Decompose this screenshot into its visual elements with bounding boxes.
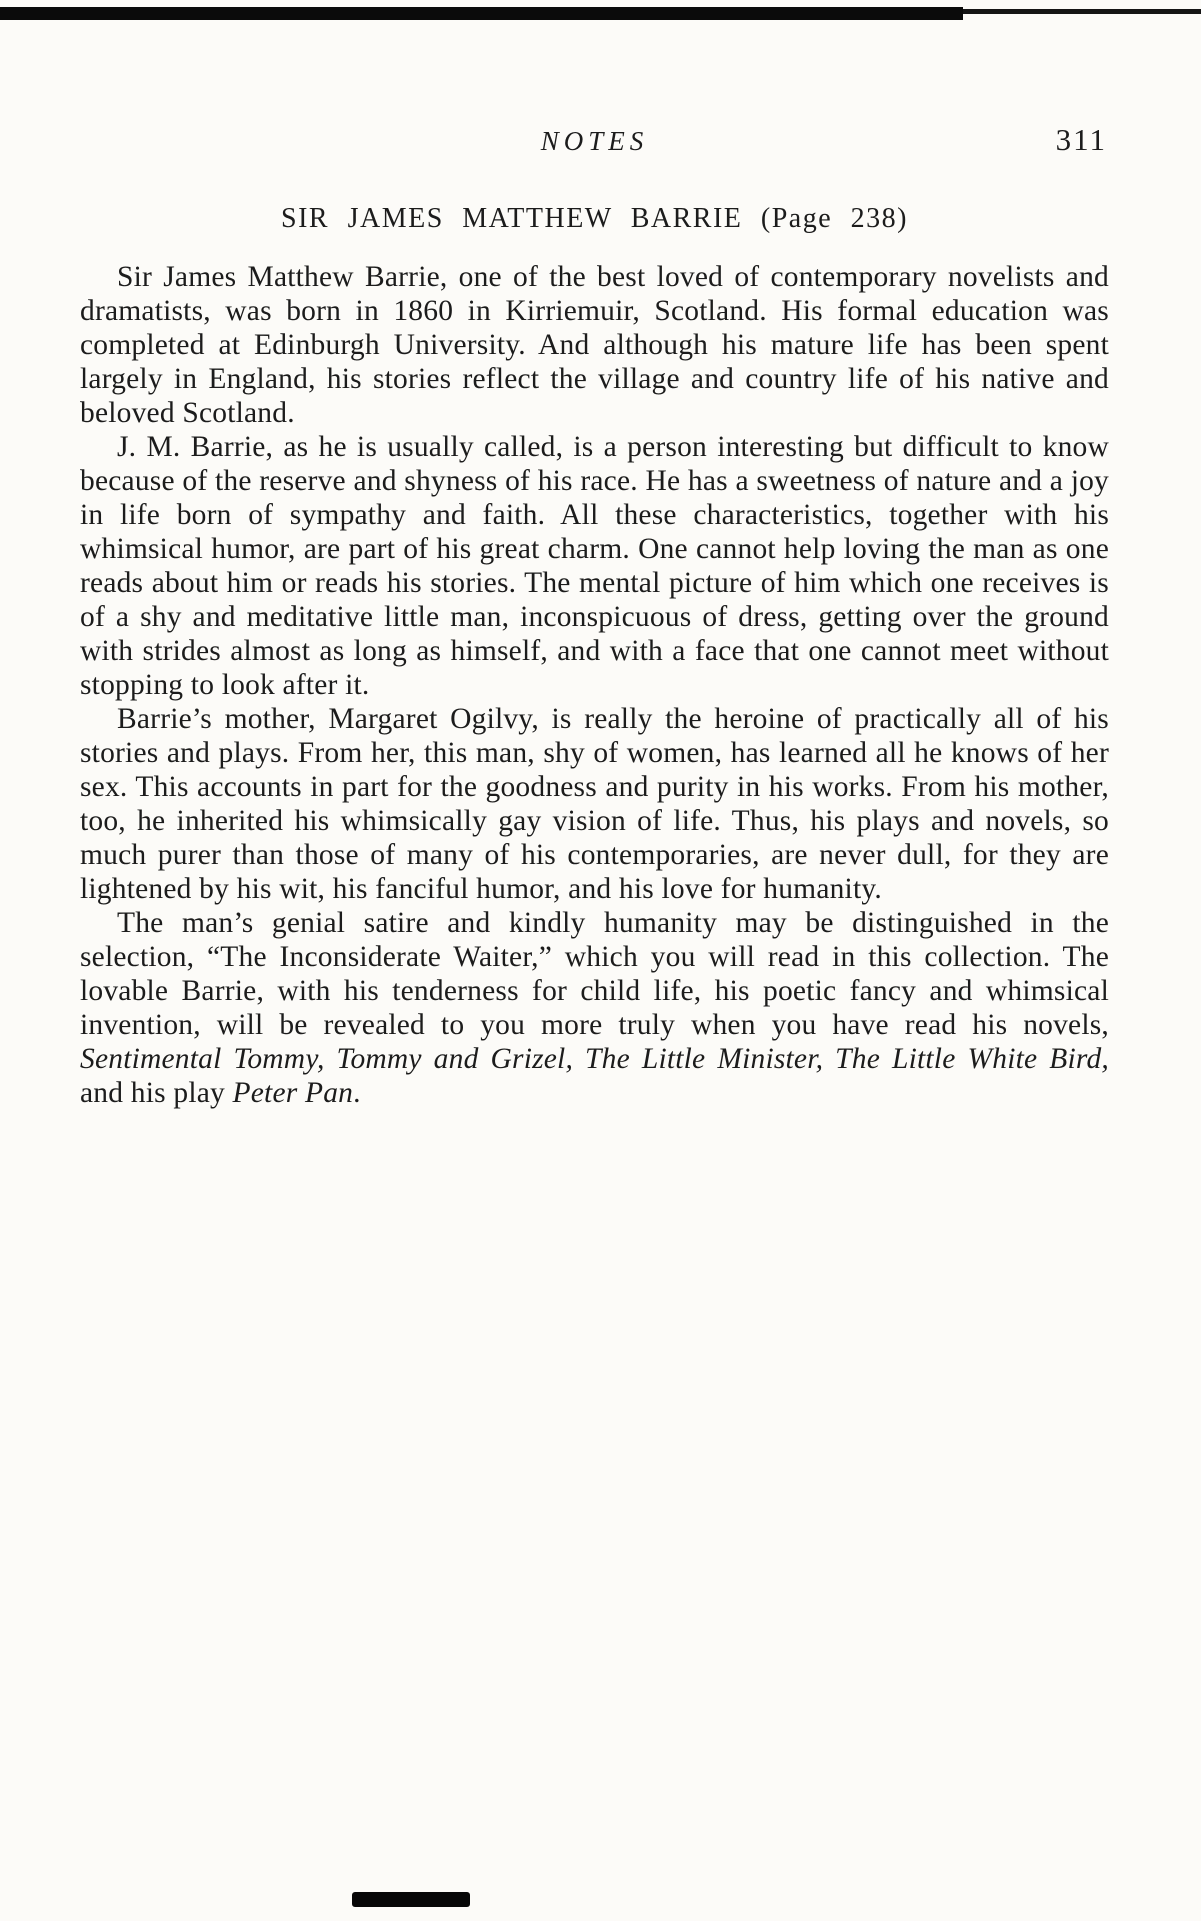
paragraph <box>80 702 1109 906</box>
paragraph <box>80 260 1109 430</box>
paragraph <box>80 906 1109 1110</box>
paragraph <box>80 430 1109 702</box>
page-number: 311 <box>1055 122 1107 157</box>
scan-artifact-top-line <box>963 9 1201 14</box>
scan-artifact-bottom-mark <box>352 1892 470 1907</box>
text-segment: . <box>353 1077 361 1109</box>
scan-artifact-top-bar <box>0 7 963 20</box>
section-title: SIR JAMES MATTHEW BARRIE (Page 238) <box>281 203 908 234</box>
text-segment: and his play <box>80 1077 233 1109</box>
italic-text-segment: Sentimental Tommy, Tommy and Grizel, The Little Minister, The Little White Bird, <box>80 1043 1109 1075</box>
text-segment: J. M. Barrie, as he is usually called, is a person interesting but difficult to know because of the reserve and shyness of his race. He has a sweetness of nature and a joy in life born of sympathy and faith. All these characteristics, together with his whimsical humor, are part of his great charm. One cannot help loving the man as one reads about him or reads his stories. The mental picture of him which one receives is of a shy and meditative little man, inconspicuous of dress, getting over the ground with strides almost as long as himself, and with a face that one cannot meet without stopping to look after it. <box>80 431 1109 701</box>
text-segment: The man’s genial satire and kindly humanity may be distinguished in the selection, “The Inconsiderate Waiter,” which you will read in this collection. The lovable Barrie, with his tenderness for child life, his poetic fancy and whimsical invention, will be revealed to you more truly when you have read his novels, <box>80 907 1109 1041</box>
note-body <box>80 260 1109 1110</box>
running-title: NOTES <box>540 126 649 156</box>
italic-text-segment: Peter Pan <box>232 1077 354 1109</box>
text-segment: Sir James Matthew Barrie, one of the best loved of contemporary novelists and dramatists, was born in 1860 in Kirriemuir, Scotland. His formal education was completed at Edinburgh University. And although his mature life has been spent largely in England, his stories reflect the village and country life of his native and beloved Scotland. <box>80 261 1109 429</box>
page-header <box>80 124 1109 164</box>
text-segment: Barrie’s mother, Margaret Ogilvy, is really the heroine of practically all of his stories and plays. From her, this man, shy of women, has learned all he knows of her sex. This accounts in part for the goodness and purity in his works. From his mother, too, he inherited his whimsically gay vision of life. Thus, his plays and novels, so much purer than those of many of his contemporaries, are never dull, for they are lightened by his wit, his fanciful humor, and his love for humanity. <box>80 703 1109 905</box>
